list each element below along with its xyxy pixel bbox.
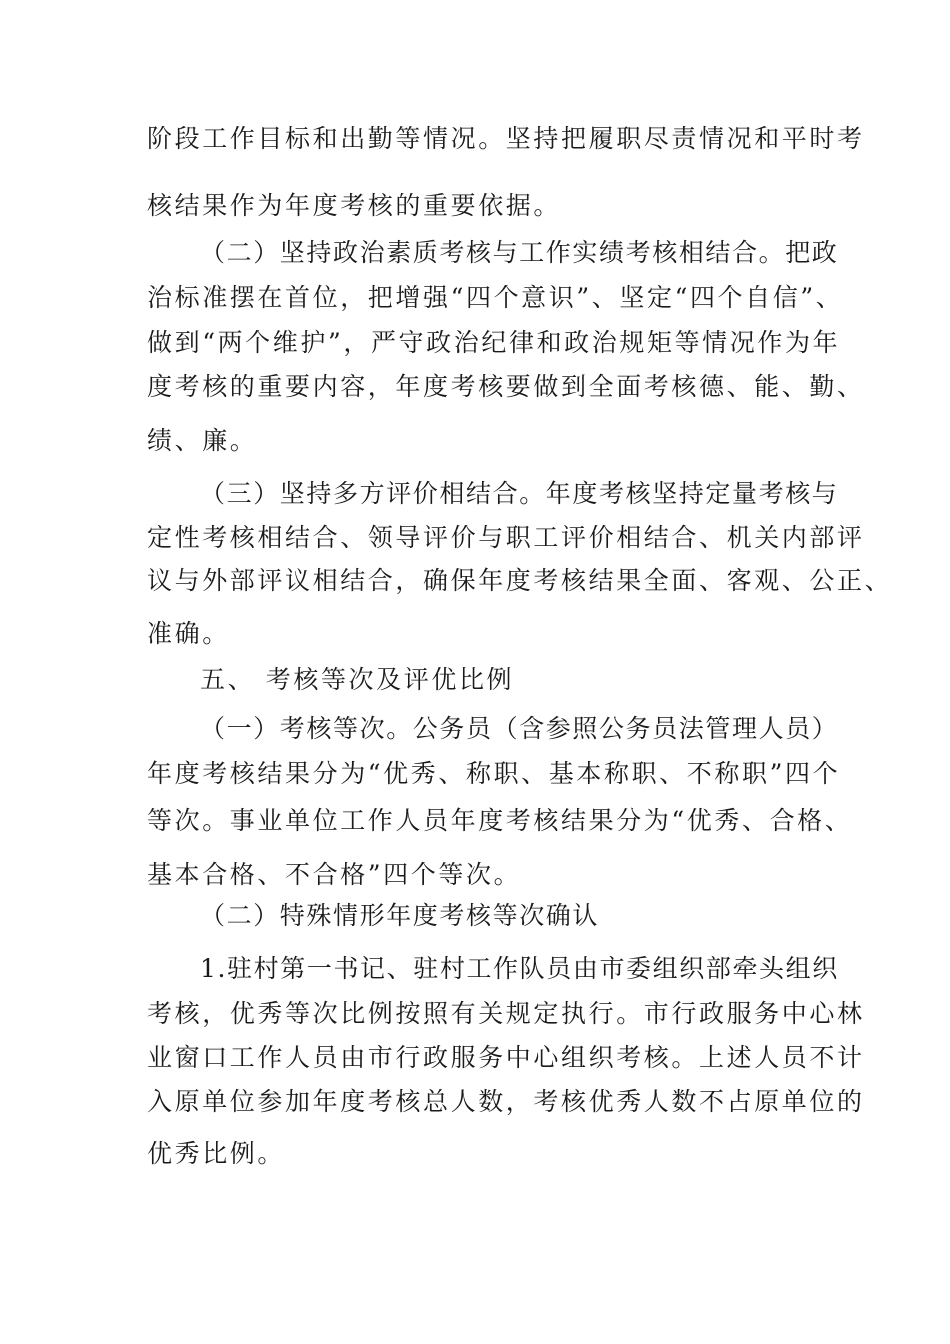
body-text-line: 入原单位参加年度考核总人数，考核优秀人数不占原单位的 bbox=[147, 1087, 865, 1116]
body-text-line: 等次。事业单位工作人员年度考核结果分为“优秀、合格、 bbox=[147, 806, 853, 835]
body-text-line: 年度考核结果分为“优秀、称职、基本称职、不称职”四个 bbox=[147, 759, 841, 788]
body-text-line: 度考核的重要内容，年度考核要做到全面考核德、能、勤、 bbox=[147, 372, 865, 401]
body-text-line: 考核，优秀等次比例按照有关规定执行。市行政服务中心林 bbox=[147, 999, 865, 1028]
body-text-line: 做到“两个维护”，严守政治纪律和政治规矩等情况作为年 bbox=[147, 328, 841, 357]
body-text-line: 绩、廉。 bbox=[147, 426, 258, 455]
body-text-line: 议与外部评议相结合，确保年度考核结果全面、客观、公正、 bbox=[147, 566, 893, 595]
body-text-line: 业窗口工作人员由市行政服务中心组织考核。上述人员不计 bbox=[147, 1043, 865, 1072]
body-text-line: 治标准摆在首位，把增强“四个意识”、坚定“四个自信”、 bbox=[147, 283, 844, 312]
body-text-line: 准确。 bbox=[147, 619, 230, 648]
body-text-line: 基本合格、不合格”四个等次。 bbox=[147, 860, 522, 889]
section-heading-5: 五、 考核等次及评优比例 bbox=[200, 665, 515, 694]
paragraph-heading-1: （一）考核等次。公务员（含参照公务员法管理人员） bbox=[200, 714, 839, 743]
body-text-line: 优秀比例。 bbox=[147, 1139, 286, 1168]
paragraph-heading-2-special: （二）特殊情形年度考核等次确认 bbox=[200, 901, 600, 930]
list-item-1: 1.驻村第一书记、驻村工作队员由市委组织部牵头组织 bbox=[200, 954, 839, 983]
paragraph-heading-2: （二）坚持政治素质考核与工作实绩考核相结合。把政 bbox=[200, 238, 839, 267]
body-text-line: 核结果作为年度考核的重要依据。 bbox=[147, 191, 562, 220]
body-text-line: 阶段工作目标和出勤等情况。坚持把履职尽责情况和平时考 bbox=[147, 124, 865, 153]
paragraph-heading-3: （三）坚持多方评价相结合。年度考核坚持定量考核与 bbox=[200, 479, 839, 508]
body-text-line: 定性考核相结合、领导评价与职工评价相结合、机关内部评 bbox=[147, 523, 865, 552]
